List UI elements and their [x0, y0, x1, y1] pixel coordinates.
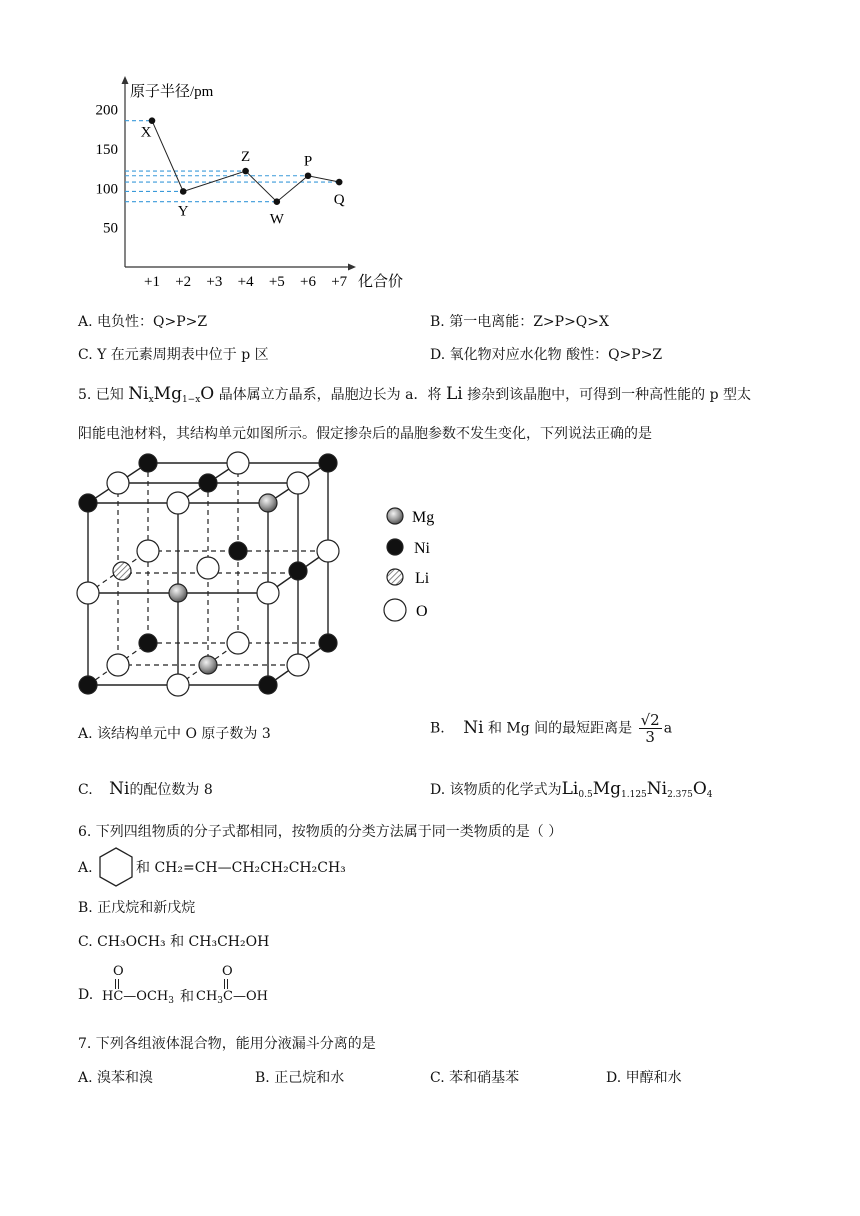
double-bond-right-b	[227, 979, 229, 989]
data-point	[305, 172, 312, 179]
data-points	[141, 117, 345, 227]
formula-d-right	[196, 989, 268, 1006]
q5-b-he: 和	[487, 720, 502, 737]
point-label: Z	[241, 149, 251, 166]
data-point	[336, 179, 343, 186]
formula-ni: Ni	[128, 384, 149, 404]
data-point	[242, 168, 249, 175]
f-mg: Mg	[592, 779, 621, 799]
q5-b-prefix: B.	[430, 720, 445, 737]
legend-mg-icon	[387, 508, 403, 524]
q6-option-d-structures	[102, 964, 302, 1014]
legend-li: Li	[415, 570, 430, 587]
li-atom	[113, 562, 131, 580]
ni-atom	[139, 454, 157, 472]
ni-atom	[79, 494, 97, 512]
q6-d-he: 和	[180, 989, 194, 1005]
o-atom	[167, 674, 189, 696]
q7-option-b: B. 正己烷和水	[255, 1070, 345, 1086]
cyclohexane-icon	[98, 846, 134, 888]
f-ni-sub: 2.375	[667, 790, 693, 800]
x-tick-label: +2	[175, 274, 192, 290]
ni-atom	[259, 676, 277, 694]
q5-d-prefix: D. 该物质的化学式为	[430, 782, 562, 798]
formula-d-left-sub: 3	[168, 996, 174, 1006]
x-tick-label: +6	[300, 274, 316, 290]
o-atom	[227, 632, 249, 654]
x-tick-label: +7	[331, 274, 348, 290]
legend	[384, 508, 434, 621]
o-atom	[227, 452, 249, 474]
q4-option-c: C. Y 在元素周期表中位于 p 区	[78, 347, 269, 363]
q5-b-mg: Mg	[506, 720, 530, 737]
q4-option-a: A. 电负性：Q>P>Z	[78, 314, 208, 330]
y-tick-label: 100	[95, 181, 118, 198]
o-atom	[107, 472, 129, 494]
sqrt2-over-3	[639, 712, 662, 745]
o-atom	[77, 582, 99, 604]
f-li-sub: 0.5	[578, 790, 593, 800]
legend-ni-icon	[387, 539, 403, 555]
q7-stem: 7. 下列各组液体混合物，能用分液漏斗分离的是	[78, 1036, 376, 1052]
y-tick-label: 200	[95, 102, 118, 119]
f-li: Li	[561, 779, 579, 799]
frac-num: √2	[640, 711, 660, 729]
ni-atom	[199, 474, 217, 492]
y-axis-label: 原子半径/pm	[130, 84, 214, 100]
x-tick-label: +5	[268, 274, 285, 290]
point-label: X	[140, 124, 152, 141]
legend-o: O	[416, 603, 428, 620]
f-mg-sub: 1.125	[621, 790, 647, 800]
mg-atom	[199, 656, 217, 674]
formula-li: Li	[445, 384, 463, 404]
ni-atom	[139, 634, 157, 652]
q7-option-c: C. 苯和硝基苯	[430, 1070, 520, 1086]
mg-atom	[169, 584, 187, 602]
q6-option-a-prefix: A.	[78, 860, 93, 876]
x-axis-arrow	[348, 264, 356, 271]
q5-stem-line2: 阳能电池材料，其结构单元如图所示。假定掺杂后的晶胞参数不发生变化，下列说法正确的是	[78, 426, 652, 442]
legend-li-icon	[387, 569, 403, 585]
o-atom	[257, 582, 279, 604]
ni-atom	[289, 562, 307, 580]
o-atom	[107, 654, 129, 676]
crystal-structure-diagram	[60, 445, 460, 705]
legend-o-icon	[384, 599, 406, 621]
carbonyl-o-right: O	[222, 964, 233, 979]
carbonyl-o-left: O	[113, 964, 124, 979]
atoms	[77, 452, 339, 696]
chart-svg	[70, 70, 430, 300]
q5-option-c	[78, 779, 213, 800]
x-tick-label: +1	[144, 274, 160, 290]
q5-option-a: A. 该结构单元中 O 原子数为 3	[78, 726, 271, 742]
x-tick-label: +3	[206, 274, 223, 290]
x-ticks	[144, 274, 348, 290]
x-axis-label: 化合价	[358, 274, 404, 290]
q6-option-c: C. CH₃OCH₃ 和 CH₃CH₂OH	[78, 934, 270, 950]
formula-1-x: 1−x	[181, 395, 201, 405]
o-atom	[197, 557, 219, 579]
legend-ni: Ni	[414, 540, 430, 557]
y-axis-arrow	[122, 76, 129, 84]
o-atom	[167, 492, 189, 514]
point-label: W	[269, 211, 284, 228]
q6-stem: 6. 下列四组物质的分子式都相同，按物质的分类方法属于同一类物质的是（ ）	[78, 824, 563, 840]
legend-mg: Mg	[412, 509, 435, 526]
double-bond-left-a	[115, 979, 117, 989]
q5-suffix: 掺杂到该晶胞中，可得到一种高性能的 p 型太	[467, 387, 751, 403]
q5-b-mid: 间的最短距离是	[534, 720, 633, 737]
q4-option-d: D. 氧化物对应水化物 酸性：Q>P>Z	[430, 347, 663, 363]
point-label: Y	[177, 203, 189, 220]
ni-atom	[79, 676, 97, 694]
formula-d-right-pre: CH	[196, 989, 218, 1004]
q6-option-a-text: 和 CH₂=CH—CH₂CH₂CH₂CH₃	[136, 860, 346, 876]
q7-option-d: D. 甲醇和水	[606, 1070, 682, 1086]
q5-option-b	[430, 712, 672, 745]
f-o: O	[692, 779, 707, 799]
frac-den: 3	[645, 728, 655, 746]
formula-o: O	[200, 384, 215, 404]
data-point	[274, 198, 281, 205]
q5-c-ni: Ni	[109, 779, 130, 799]
y-tick-label: 150	[95, 141, 118, 158]
q5-c-suffix: 的配位数为 8	[129, 782, 213, 798]
o-atom	[287, 472, 309, 494]
q4-option-b: B. 第一电离能：Z>P>Q>X	[430, 314, 609, 330]
formula-d-right-sub: 3	[217, 996, 224, 1006]
point-label: Q	[333, 192, 345, 209]
double-bond-right-a	[224, 979, 226, 989]
mg-atom	[259, 494, 277, 512]
ni-atom	[229, 542, 247, 560]
x-tick-label: +4	[237, 274, 254, 290]
formula-d-left-text: HC—OCH	[102, 989, 169, 1004]
point-label: P	[303, 153, 313, 170]
q6-option-b: B. 正戊烷和新戊烷	[78, 900, 196, 916]
q5-b-ni: Ni	[463, 717, 484, 738]
q7-option-a: A. 溴苯和溴	[78, 1070, 154, 1086]
o-atom	[317, 540, 339, 562]
ni-atom	[319, 454, 337, 472]
q5-option-d	[430, 779, 713, 805]
data-point	[149, 117, 156, 124]
atomic-radius-chart	[70, 70, 430, 300]
q5-stem-line1	[78, 384, 751, 410]
q5-mid: 晶体属立方晶系，晶胞边长为 a．将	[218, 387, 442, 403]
double-bond-left-b	[118, 979, 120, 989]
q6-option-d-prefix: D.	[78, 987, 94, 1003]
y-tick-label: 50	[103, 220, 118, 237]
formula-x: x	[148, 395, 154, 405]
f-o-sub: 4	[706, 790, 713, 800]
o-atom	[137, 540, 159, 562]
q5-c-prefix: C.	[78, 782, 93, 798]
ni-atom	[319, 634, 337, 652]
f-ni: Ni	[646, 779, 668, 799]
crystal-svg	[60, 445, 460, 705]
q5-b-a: a	[663, 720, 673, 737]
formula-d-left	[102, 989, 174, 1006]
formula-mg: Mg	[153, 384, 182, 404]
y-ticks	[96, 103, 119, 237]
data-point	[180, 188, 187, 195]
o-atom	[287, 654, 309, 676]
q5-prefix: 5. 已知	[78, 387, 124, 403]
formula-d-right-post: C—OH	[223, 989, 268, 1004]
